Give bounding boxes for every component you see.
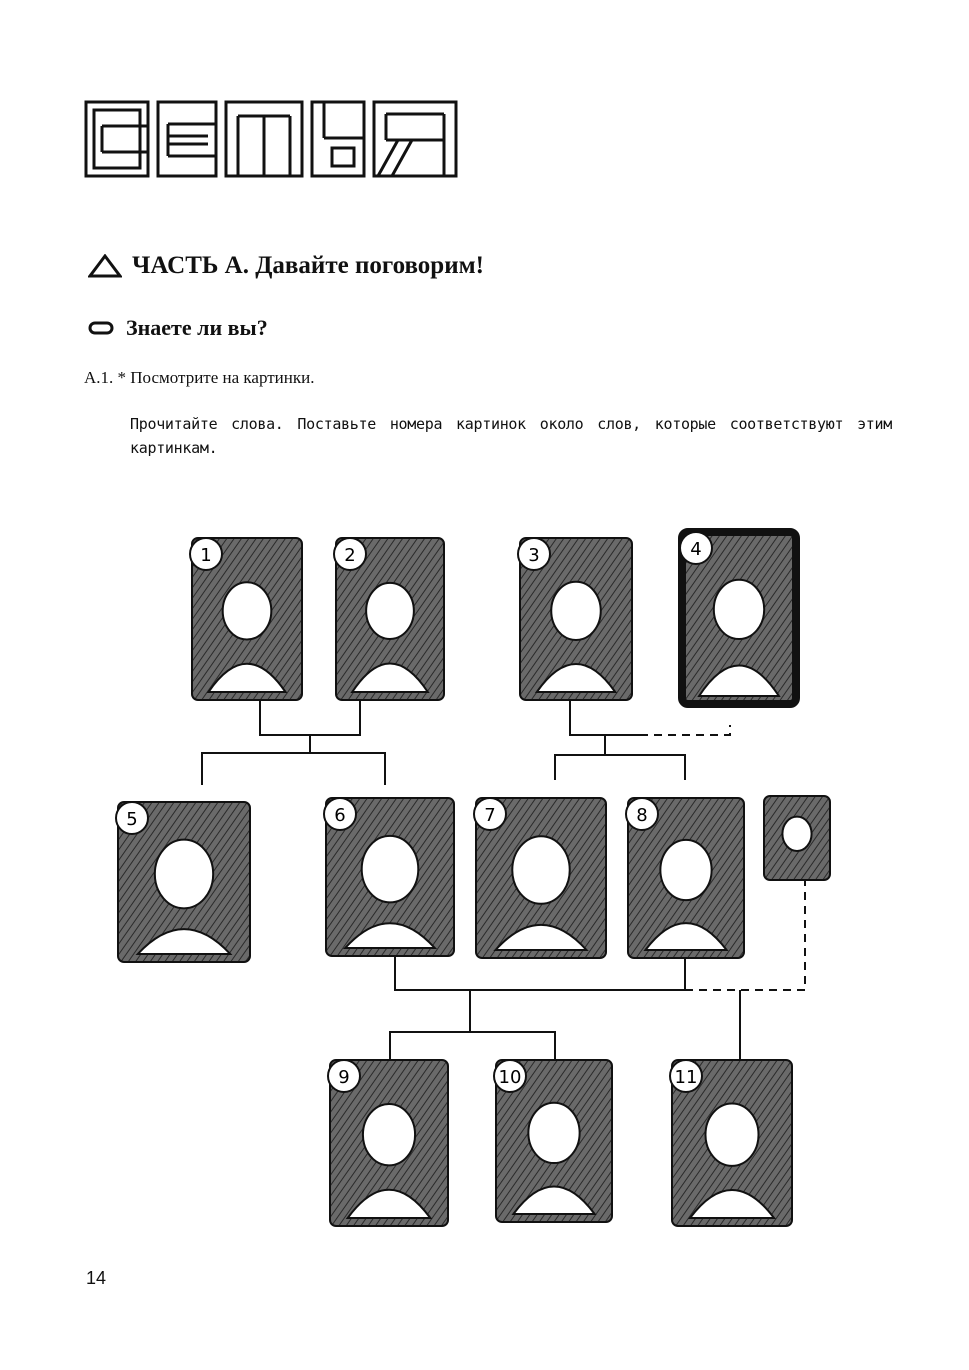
- portrait-7: [474, 798, 606, 958]
- portrait-number: 2: [344, 545, 356, 566]
- portrait-4: [680, 532, 796, 704]
- task-star: *: [117, 368, 127, 387]
- title-lettering: [82, 96, 462, 182]
- portrait-number: 10: [498, 1067, 522, 1088]
- triangle-icon: [88, 254, 122, 278]
- portrait-1: [190, 538, 302, 700]
- portrait-6: [324, 798, 454, 956]
- portrait-silhouette: [764, 796, 830, 880]
- family-tree-illustration: [100, 520, 860, 1240]
- portrait-number: 9: [338, 1067, 350, 1088]
- oval-icon: [88, 320, 114, 336]
- instruction-text: Прочитайте слова. Поставьте номера картинок около слов, которые соответствуют этим картинкам.: [130, 415, 892, 457]
- portrait-number: 5: [126, 809, 138, 830]
- portrait-5: [116, 802, 250, 962]
- portrait-2: [334, 538, 444, 700]
- portrait-number: 7: [484, 805, 496, 826]
- portrait-number: 3: [528, 545, 540, 566]
- portrait-number: 8: [636, 805, 648, 826]
- task-number: А.1.: [84, 368, 114, 387]
- section-a-heading: ЧАСТЬ А. Давайте поговорим!: [132, 252, 484, 279]
- page-number: 14: [86, 1268, 107, 1288]
- portrait-number: 6: [334, 805, 346, 826]
- section-a-header: [88, 252, 484, 280]
- family-tree-svg: [100, 520, 860, 1240]
- portrait-number: 11: [674, 1067, 698, 1088]
- portrait-3: [518, 538, 632, 700]
- portrait-number: 1: [200, 545, 212, 566]
- portrait-number: 4: [690, 539, 702, 560]
- task-text: Посмотрите на картинки.: [130, 368, 315, 387]
- portrait-11: [670, 1060, 792, 1226]
- task-line: [84, 368, 314, 388]
- page-title: [82, 96, 462, 182]
- portrait-10: [494, 1060, 612, 1222]
- portrait-8: [626, 798, 744, 958]
- portrait-9: [328, 1060, 448, 1226]
- section-b-header: [88, 315, 268, 341]
- section-b-heading: Знаете ли вы?: [126, 315, 268, 340]
